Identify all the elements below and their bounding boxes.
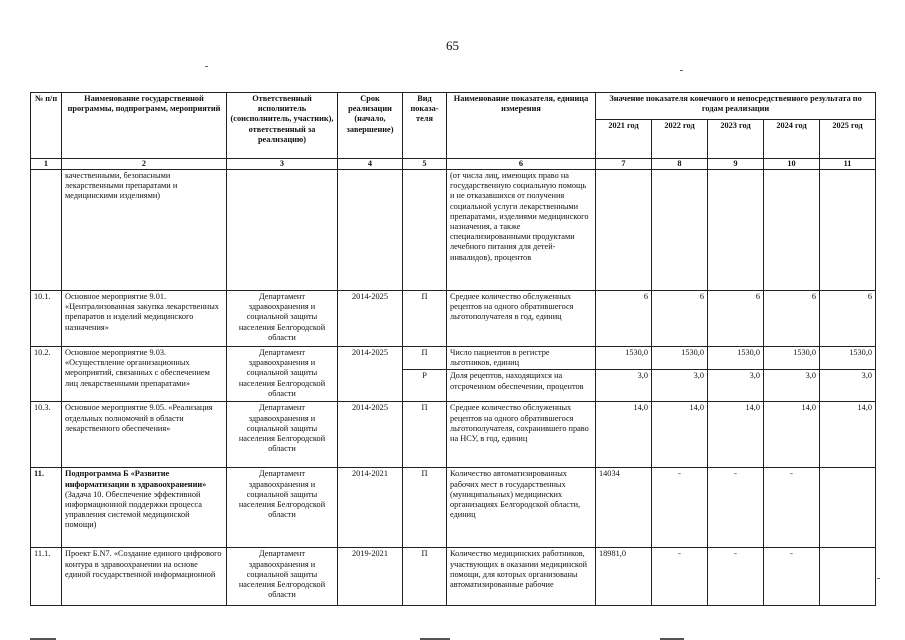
header-row [31,93,876,120]
table-row [31,347,876,370]
period: 2014-2021 [338,468,403,548]
column-number: 7 [596,159,652,170]
value-cell: - [764,468,820,548]
subprogram-task: (Задача 10. Обеспечение эффективной информационной поддержки процесса управления системой медицинской помощи) [65,489,202,530]
indicator-type: П [403,468,447,548]
scan-speck [877,578,880,579]
table-row [31,468,876,548]
indicator-type: П [403,347,447,370]
column-number: 2 [62,159,227,170]
value-cell: 1530,0 [764,347,820,370]
header-year: 2025 год [820,120,876,159]
value-cell: 14,0 [708,402,764,468]
value-cell: 6 [820,291,876,347]
header-program: Наименование государственной программы, подпрограмм, мероприятий [62,93,227,159]
row-number: 11. [31,468,62,548]
program-name [62,468,227,548]
executor [227,170,338,291]
header-values-group: Значение показателя конечного и непосредственного результата по годам реализации [596,93,876,120]
header-period: Срок реализации (начало, завершение) [338,93,403,159]
program-name: Основное мероприятие 9.01. «Централизованная закупка лекарственных препаратов и изделий медицинского назначения» [62,291,227,347]
page-number: 65 [446,38,459,53]
executor: Департамент здравоохранения и социальной защиты населения Белгородской области [227,548,338,606]
row-number [31,170,62,291]
column-number: 11 [820,159,876,170]
period: 2014-2025 [338,291,403,347]
executor: Департамент здравоохранения и социальной защиты населения Белгородской области [227,291,338,347]
value-cell [820,468,876,548]
value-cell: - [708,468,764,548]
value-cell: 18981,0 [596,548,652,606]
value-cell: - [764,548,820,606]
scan-speck [205,66,208,67]
scan-speck [680,70,683,71]
indicator-name: Среднее количество обслуженных рецептов на одного обратившегося льготополучателя, сохранившего право на НСУ, в год, единиц [447,402,596,468]
header-year: 2021 год [596,120,652,159]
header-year: 2024 год [764,120,820,159]
program-name: качественными, безопасными лекарственными препаратами и медицинскими изделиями) [62,170,227,291]
indicator-type [403,170,447,291]
value-cell [764,170,820,291]
column-number: 4 [338,159,403,170]
column-number: 10 [764,159,820,170]
row-number: 11.1. [31,548,62,606]
value-cell: - [652,468,708,548]
value-cell: 3,0 [596,370,652,402]
indicator-name: Количество автоматизированных рабочих мест в государственных (муниципальных) медицинских организациях Белгородской области, единиц [447,468,596,548]
value-cell: 3,0 [764,370,820,402]
value-cell: 1530,0 [596,347,652,370]
indicator-type: П [403,291,447,347]
value-cell: 14,0 [820,402,876,468]
value-cell: 6 [652,291,708,347]
program-name: Основное мероприятие 9.05. «Реализация отдельных полномочий в области лекарственного обеспечения» [62,402,227,468]
column-number: 1 [31,159,62,170]
value-cell: 1530,0 [652,347,708,370]
header-executor: Ответственный исполнитель (соисполнитель, участник), ответственный за реализацию) [227,93,338,159]
indicator-name: Число пациентов в регистре льготников, единиц [447,347,596,370]
executor: Департамент здравоохранения и социальной защиты населения Белгородской области [227,402,338,468]
period: 2014-2025 [338,402,403,468]
value-cell: 3,0 [820,370,876,402]
row-number: 10.1. [31,291,62,347]
value-cell: 14,0 [764,402,820,468]
period: 2014-2025 [338,347,403,402]
column-number-row [31,159,876,170]
value-cell: 1530,0 [708,347,764,370]
column-number: 5 [403,159,447,170]
value-cell: 6 [764,291,820,347]
program-name: Основное мероприятие 9.03. «Осуществление организационных мероприятий, связанных с обеспечением лиц лекарственными препаратами» [62,347,227,402]
table-row [31,170,876,291]
value-cell: 6 [596,291,652,347]
program-name: Проект Б.N7. «Создание единого цифрового контура в здравоохранении на основе единой государственной информационной [62,548,227,606]
value-cell: 14,0 [596,402,652,468]
column-number: 3 [227,159,338,170]
value-cell [708,170,764,291]
column-number: 8 [652,159,708,170]
header-year: 2023 год [708,120,764,159]
header-number: № п/п [31,93,62,159]
value-cell [596,170,652,291]
row-number: 10.2. [31,347,62,402]
indicator-name: Доля рецептов, находящихся на отсроченном обеспечении, процентов [447,370,596,402]
indicator-type: Р [403,370,447,402]
indicator-name: Среднее количество обслуженных рецептов на одного обратившегося льготополучателя в год, единиц [447,291,596,347]
table-row [31,291,876,347]
value-cell: - [708,548,764,606]
indicator-name: Количество медицинских работников, участвующих в оказании медицинской помощи, для которых организованы автоматизированные рабочие [447,548,596,606]
period [338,170,403,291]
table-row [31,402,876,468]
period: 2019-2021 [338,548,403,606]
column-number: 6 [447,159,596,170]
value-cell: 3,0 [652,370,708,402]
indicator-name: (от числа лиц, имеющих право на государственную социальную помощь и не отказавшихся от получения социальной услуги лекарственными препаратами, изделиями медицинского назначения, а также специализированными продуктами лечебного питания для детей-инвалидов), процентов [447,170,596,291]
value-cell: 1530,0 [820,347,876,370]
indicators-table [30,92,876,606]
header-year: 2022 год [652,120,708,159]
value-cell: 14034 [596,468,652,548]
value-cell [820,548,876,606]
row-number: 10.3. [31,402,62,468]
value-cell: - [652,548,708,606]
column-number: 9 [708,159,764,170]
header-indicator: Наименование показателя, единица измерения [447,93,596,159]
executor: Департамент здравоохранения и социальной защиты населения Белгородской области [227,468,338,548]
value-cell [820,170,876,291]
table-row [31,548,876,606]
value-cell: 3,0 [708,370,764,402]
indicator-type: П [403,548,447,606]
header-type: Вид показа-теля [403,93,447,159]
value-cell [652,170,708,291]
executor: Департамент здравоохранения и социальной защиты населения Белгородской области [227,347,338,402]
subprogram-title: Подпрограмма Б «Развитие информатизации в здравоохранении» [65,469,207,489]
value-cell: 6 [708,291,764,347]
indicator-type: П [403,402,447,468]
value-cell: 14,0 [652,402,708,468]
